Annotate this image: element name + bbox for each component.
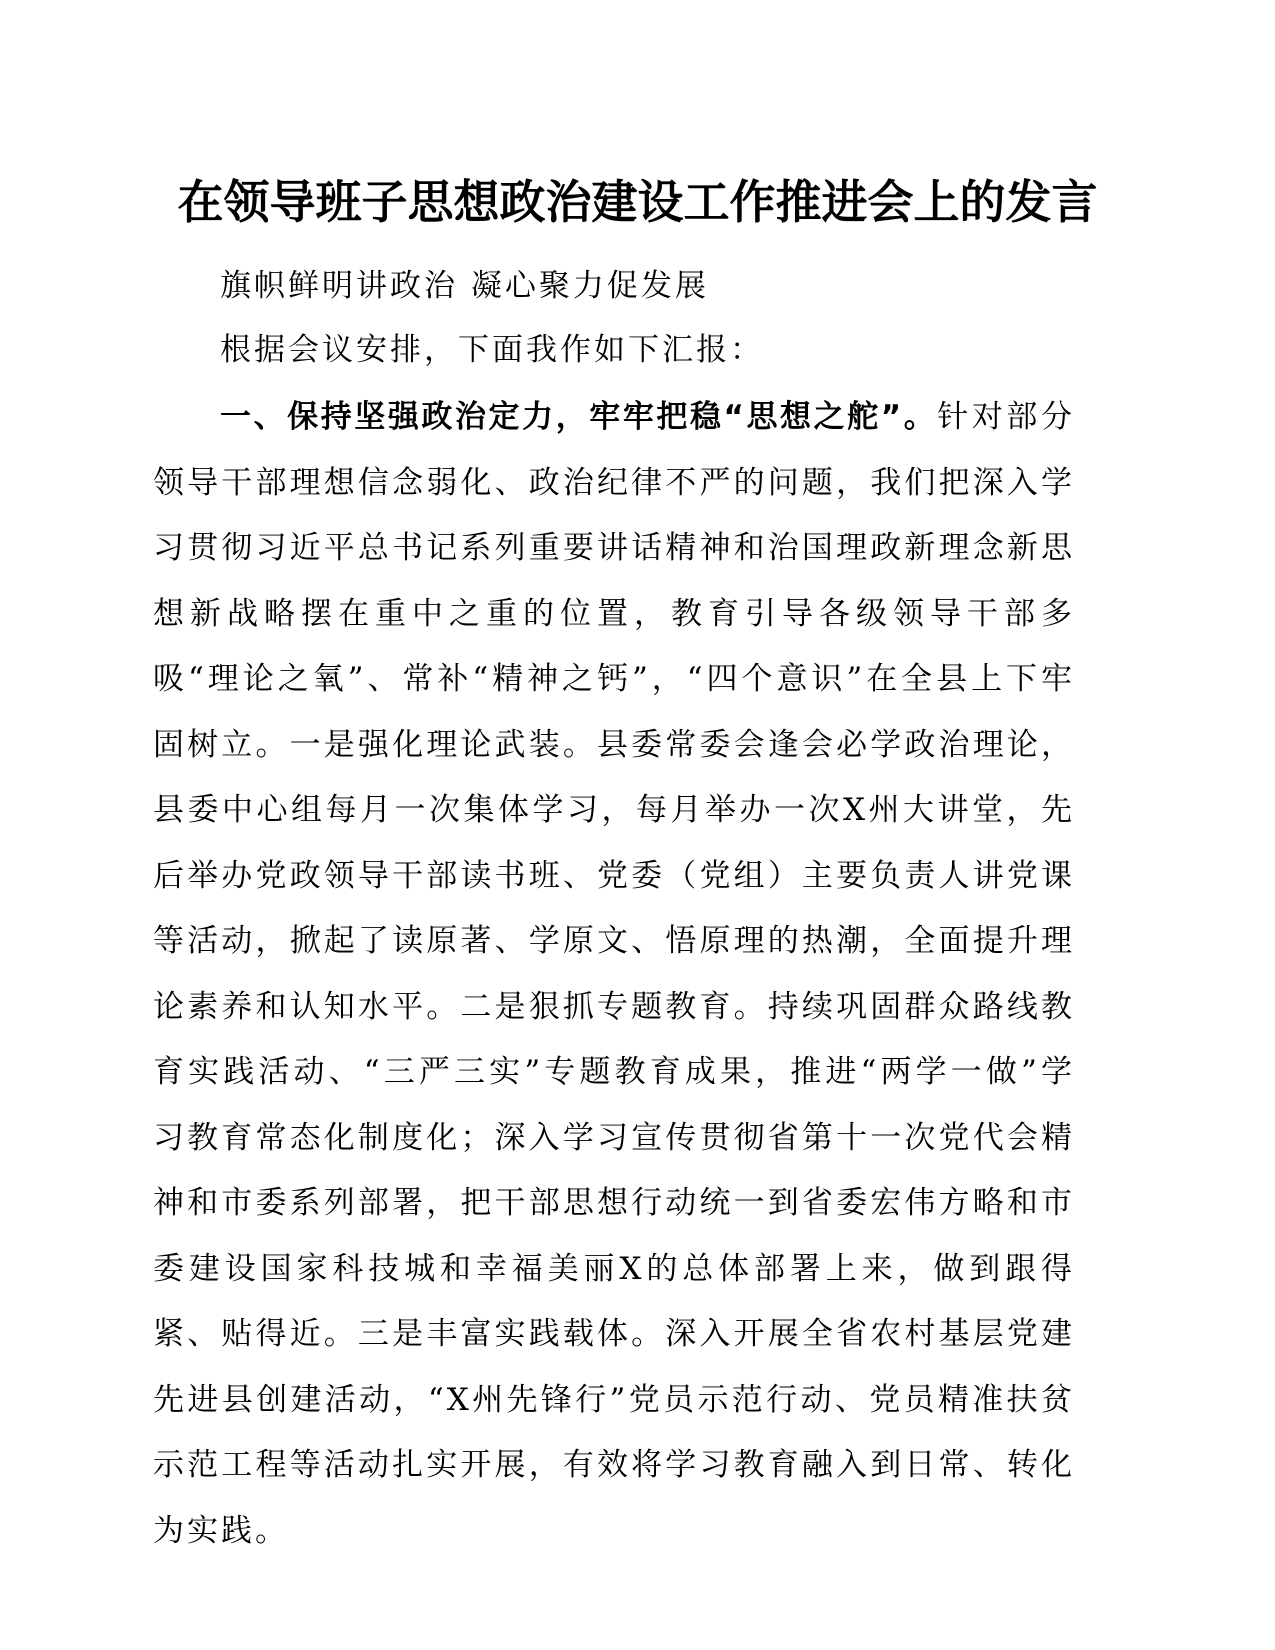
document-subtitle: 旗帜鲜明讲政治 凝心聚力促发展 <box>220 268 709 304</box>
section-1-heading: 一、保持坚强政治定力，牢牢把稳“思想之舵”。 <box>220 399 938 435</box>
section-1-body: 针对部分领导干部理想信念弱化、政治纪律不严的问题，我们把深入学习贯彻习近平总书记系列重要讲话精神和治国理政新理念新思想新战略摆在重中之重的位置，教育引导各级领导干部多吸“理论之氧”、常补“精神之钙”，“四个意识”在全县上下牢固树立。一是强化理论武装。县委常委会逢会必学政治理论，县委中心组每月一次集体学习，每月举办一次X州大讲堂，先后举办党政领导干部读书班、党委（党组）主要负责人讲党课等活动，掀起了读原著、学原文、悟原理的热潮，全面提升理论素养和认知水平。二是狠抓专题教育。持续巩固群众路线教育实践活动、“三严三实”专题教育成果，推进“两学一做”学习教育常态化制度化；深入学习宣传贯彻省第十一次党代会精神和市委系列部署，把干部思想行动统一到省委宏伟方略和市委建设国家科技城和幸福美丽X的总体部署上来，做到跟得紧、贴得近。三是丰富实践载体。深入开展全省农村基层党建先进县创建活动，“X州先锋行”党员示范行动、党员精准扶贫示范工程等活动扎实开展，有效将学习教育融入到日常、转化为实践。 <box>153 399 1076 1549</box>
document-title: 在领导班子思想政治建设工作推进会上的发言 <box>177 175 1098 229</box>
intro-paragraph: 根据会议安排，下面我作如下汇报： <box>220 332 764 368</box>
section-1-paragraph <box>153 385 1075 1564</box>
